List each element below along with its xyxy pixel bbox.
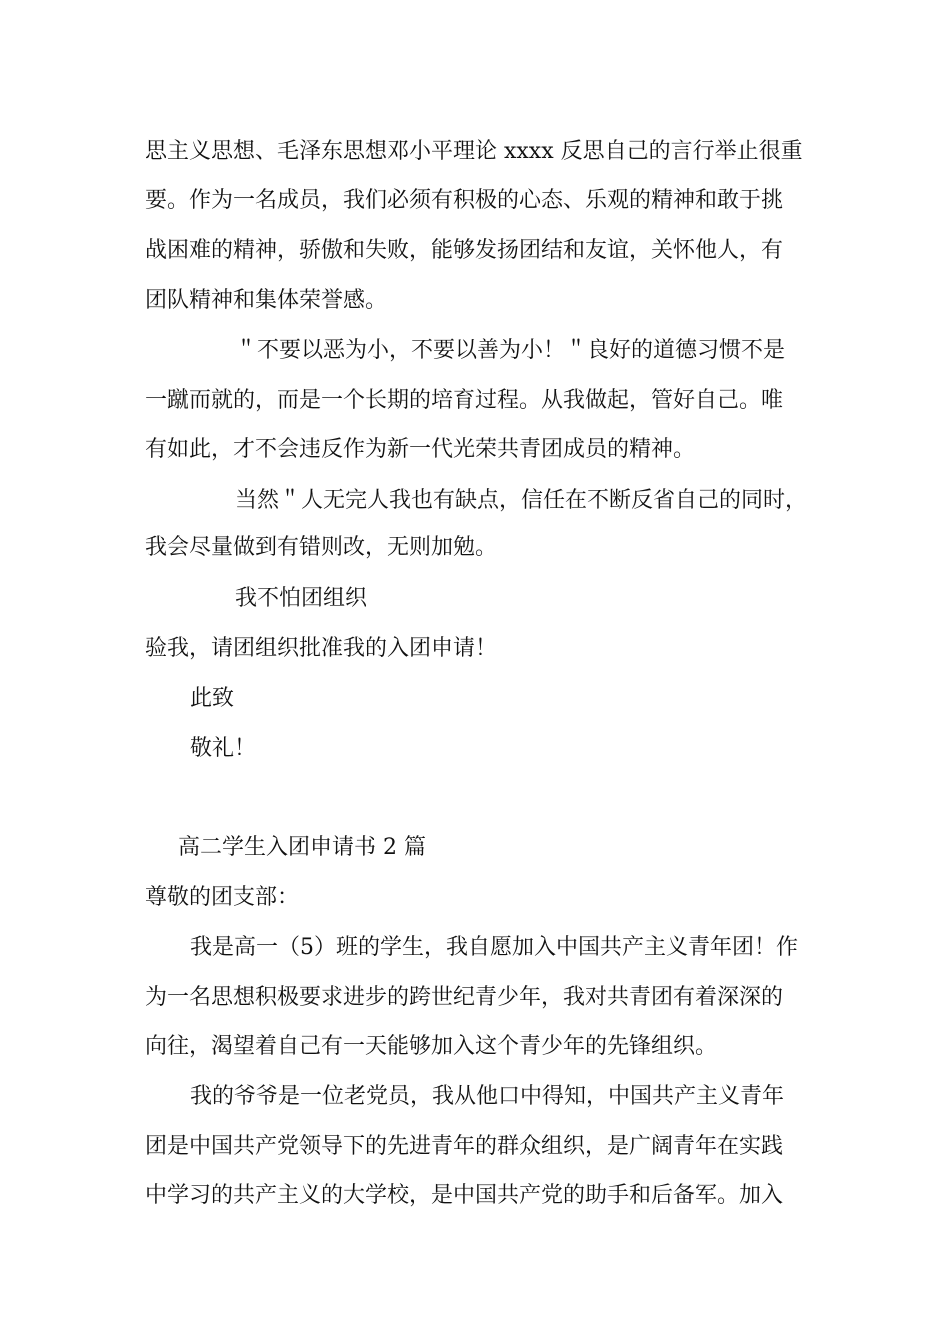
paragraph-line: 一蹴而就的，而是一个长期的培育过程。从我做起，管好自己。唯 (145, 388, 784, 413)
closing-regards: 敬礼！ (190, 736, 257, 761)
paragraph-line: ＂不要以恶为小，不要以善为小！＂良好的道德习惯不是 (235, 338, 786, 363)
paragraph-line: 团队精神和集体荣誉感。 (145, 288, 388, 313)
paragraph-line: 当然＂人无完人我也有缺点，信任在不断反省自己的同时， (235, 488, 808, 513)
section-title: 高二学生入团申请书 2 篇 (178, 835, 426, 860)
paragraph-line: 为一名思想积极要求进步的跨世纪青少年，我对共青团有着深深的 (145, 985, 784, 1010)
closing-salutation: 此致 (190, 686, 235, 711)
paragraph-line: 我会尽量做到有错则改，无则加勉。 (145, 535, 498, 560)
paragraph-line: 战困难的精神，骄傲和失败，能够发扬团结和友谊，关怀他人，有 (145, 238, 784, 263)
salutation: 尊敬的团支部： (145, 885, 300, 910)
paragraph-line: 我不怕团组织 (235, 586, 368, 611)
paragraph-line: 我是高一（5）班的学生，我自愿加入中国共产主义青年团！作 (190, 935, 798, 960)
paragraph-line: 思主义思想、毛泽东思想邓小平理论 xxxx 反思自己的言行举止很重 (145, 139, 803, 164)
paragraph-line: 要。作为一名成员，我们必须有积极的心态、乐观的精神和敢于挑 (145, 188, 784, 213)
paragraph-line: 团是中国共产党领导下的先进青年的群众组织，是广阔青年在实践 (145, 1134, 784, 1159)
paragraph-line: 有如此，才不会违反作为新一代光荣共青团成员的精神。 (145, 437, 696, 462)
paragraph-line: 验我，请团组织批准我的入团申请！ (145, 636, 498, 661)
paragraph-line: 向往，渴望着自己有一天能够加入这个青少年的先锋组织。 (145, 1034, 718, 1059)
paragraph-line: 我的爷爷是一位老党员，我从他口中得知，中国共产主义青年 (190, 1084, 785, 1109)
paragraph-line: 中学习的共产主义的大学校，是中国共产党的助手和后备军。加入 (145, 1183, 784, 1208)
